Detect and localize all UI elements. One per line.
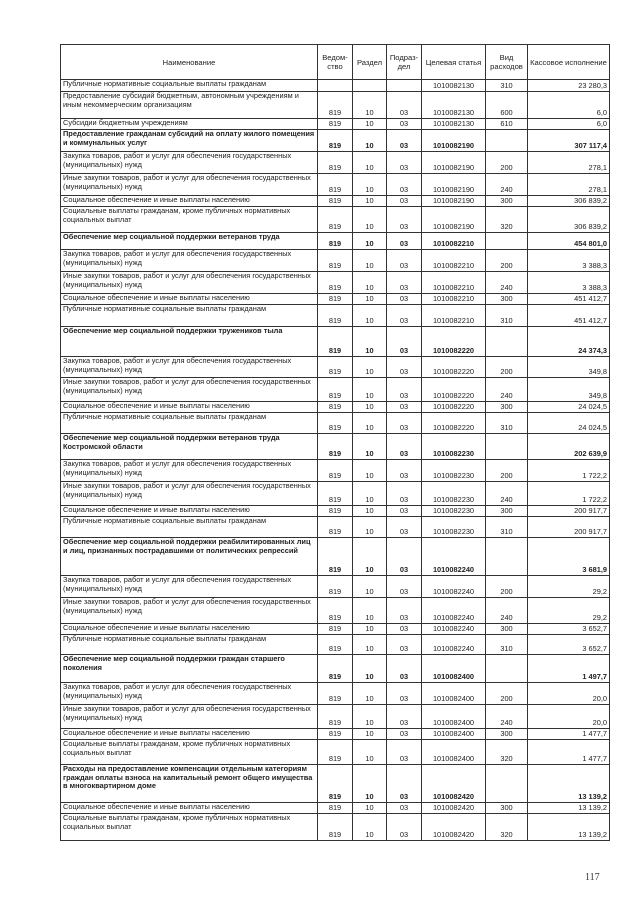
cell-sum: 13 139,2 — [528, 814, 610, 841]
cell-name: Закупка товаров, работ и услуг для обеспечения государственных (муниципальных) нужд — [61, 576, 318, 598]
cell-podrazdel: 03 — [387, 814, 422, 841]
cell-sum: 202 639,9 — [528, 434, 610, 460]
cell-sum: 200 917,7 — [528, 517, 610, 538]
cell-podrazdel: 03 — [387, 305, 422, 327]
cell-podrazdel: 03 — [387, 327, 422, 357]
cell-name: Иные закупки товаров, работ и услуг для обеспечения государственных (муниципальных) нужд — [61, 598, 318, 624]
cell-cs: 1010082420 — [422, 814, 486, 841]
table-row — [61, 92, 610, 119]
cell-podrazdel: 03 — [387, 434, 422, 460]
budget-table — [60, 44, 610, 841]
header-ved: Ведом-ство — [318, 45, 353, 80]
table-row — [61, 635, 610, 655]
table-row — [61, 482, 610, 506]
cell-vr: 300 — [486, 294, 528, 305]
table-row — [61, 598, 610, 624]
cell-razdel: 10 — [353, 517, 387, 538]
cell-sum: 3 652,7 — [528, 635, 610, 655]
cell-ved: 819 — [318, 327, 353, 357]
cell-vr: 240 — [486, 598, 528, 624]
cell-ved: 819 — [318, 624, 353, 635]
cell-name: Расходы на предоставление компенсации отдельным категориям граждан оплаты взноса на капитальный ремонт общего имущества в многоквартирном доме — [61, 765, 318, 803]
cell-cs: 1010082420 — [422, 765, 486, 803]
cell-podrazdel: 03 — [387, 598, 422, 624]
cell-razdel: 10 — [353, 413, 387, 434]
cell-podrazdel: 03 — [387, 517, 422, 538]
cell-cs: 1010082230 — [422, 517, 486, 538]
table-row — [61, 80, 610, 92]
cell-name: Иные закупки товаров, работ и услуг для обеспечения государственных (муниципальных) нужд — [61, 378, 318, 402]
cell-razdel: 10 — [353, 207, 387, 233]
cell-cs: 1010082400 — [422, 655, 486, 683]
cell-name: Публичные нормативные социальные выплаты гражданам — [61, 413, 318, 434]
cell-ved: 819 — [318, 250, 353, 272]
cell-razdel: 10 — [353, 803, 387, 814]
cell-podrazdel: 03 — [387, 130, 422, 152]
cell-sum: 20,0 — [528, 683, 610, 705]
cell-podrazdel: 03 — [387, 294, 422, 305]
table-row — [61, 305, 610, 327]
cell-sum: 451 412,7 — [528, 305, 610, 327]
cell-ved: 819 — [318, 233, 353, 250]
cell-ved: 819 — [318, 402, 353, 413]
table-row — [61, 327, 610, 357]
cell-ved: 819 — [318, 729, 353, 740]
table-row — [61, 130, 610, 152]
table-row — [61, 402, 610, 413]
cell-razdel: 10 — [353, 729, 387, 740]
cell-sum: 1 477,7 — [528, 729, 610, 740]
cell-ved: 819 — [318, 357, 353, 378]
cell-razdel: 10 — [353, 576, 387, 598]
cell-podrazdel: 03 — [387, 207, 422, 233]
cell-name: Публичные нормативные социальные выплаты гражданам — [61, 635, 318, 655]
cell-name: Иные закупки товаров, работ и услуг для обеспечения государственных (муниципальных) нужд — [61, 705, 318, 729]
cell-vr: 240 — [486, 378, 528, 402]
cell-ved: 819 — [318, 517, 353, 538]
table-header — [61, 45, 610, 80]
cell-ved: 819 — [318, 814, 353, 841]
cell-cs: 1010082190 — [422, 152, 486, 174]
cell-cs: 1010082190 — [422, 207, 486, 233]
cell-ved: 819 — [318, 152, 353, 174]
cell-cs: 1010082210 — [422, 233, 486, 250]
cell-name: Социальное обеспечение и иные выплаты населению — [61, 506, 318, 517]
cell-name: Социальное обеспечение и иные выплаты населению — [61, 729, 318, 740]
header-name: Наименование — [61, 45, 318, 80]
table-row — [61, 624, 610, 635]
cell-cs: 1010082240 — [422, 624, 486, 635]
table-row — [61, 814, 610, 841]
cell-razdel: 10 — [353, 196, 387, 207]
table-row — [61, 378, 610, 402]
cell-podrazdel: 03 — [387, 152, 422, 174]
cell-ved: 819 — [318, 740, 353, 765]
cell-ved: 819 — [318, 196, 353, 207]
cell-sum: 3 652,7 — [528, 624, 610, 635]
cell-sum: 349,8 — [528, 378, 610, 402]
cell-podrazdel: 03 — [387, 196, 422, 207]
cell-vr — [486, 655, 528, 683]
cell-name: Обеспечение мер социальной поддержки ветеранов труда — [61, 233, 318, 250]
cell-vr: 240 — [486, 174, 528, 196]
cell-name: Публичные нормативные социальные выплаты гражданам — [61, 305, 318, 327]
cell-razdel: 10 — [353, 119, 387, 130]
cell-razdel: 10 — [353, 434, 387, 460]
cell-podrazdel: 03 — [387, 357, 422, 378]
table-row — [61, 272, 610, 294]
cell-razdel: 10 — [353, 814, 387, 841]
cell-name: Предоставление субсидий бюджетным, автономным учреждениям и иным некоммерческим организациям — [61, 92, 318, 119]
cell-name: Социальное обеспечение и иные выплаты населению — [61, 402, 318, 413]
table-row — [61, 294, 610, 305]
cell-vr: 200 — [486, 250, 528, 272]
cell-razdel: 10 — [353, 538, 387, 576]
cell-ved: 819 — [318, 538, 353, 576]
cell-razdel: 10 — [353, 683, 387, 705]
cell-podrazdel: 03 — [387, 683, 422, 705]
cell-cs: 1010082130 — [422, 92, 486, 119]
cell-razdel: 10 — [353, 250, 387, 272]
cell-sum: 306 839,2 — [528, 207, 610, 233]
cell-razdel: 10 — [353, 460, 387, 482]
cell-cs: 1010082230 — [422, 434, 486, 460]
cell-sum: 24 374,3 — [528, 327, 610, 357]
cell-vr: 300 — [486, 506, 528, 517]
cell-vr: 310 — [486, 413, 528, 434]
cell-vr: 320 — [486, 207, 528, 233]
cell-ved: 819 — [318, 207, 353, 233]
cell-name: Иные закупки товаров, работ и услуг для обеспечения государственных (муниципальных) нужд — [61, 272, 318, 294]
cell-podrazdel: 03 — [387, 272, 422, 294]
table-row — [61, 250, 610, 272]
cell-sum: 454 801,0 — [528, 233, 610, 250]
cell-razdel: 10 — [353, 130, 387, 152]
cell-sum: 306 839,2 — [528, 196, 610, 207]
cell-cs: 1010082190 — [422, 130, 486, 152]
cell-ved: 819 — [318, 683, 353, 705]
cell-name: Обеспечение мер социальной поддержки тружеников тыла — [61, 327, 318, 357]
cell-ved: 819 — [318, 482, 353, 506]
cell-razdel: 10 — [353, 233, 387, 250]
cell-name: Социальное обеспечение и иные выплаты населению — [61, 294, 318, 305]
table-row — [61, 683, 610, 705]
cell-name: Социальное обеспечение и иные выплаты населению — [61, 803, 318, 814]
cell-name: Закупка товаров, работ и услуг для обеспечения государственных (муниципальных) нужд — [61, 152, 318, 174]
cell-name: Обеспечение мер социальной поддержки ветеранов труда Костромской области — [61, 434, 318, 460]
cell-cs: 1010082240 — [422, 635, 486, 655]
cell-podrazdel: 03 — [387, 174, 422, 196]
header-ispolnenie: Кассовое исполнение — [528, 45, 610, 80]
cell-ved: 819 — [318, 705, 353, 729]
cell-ved: 819 — [318, 576, 353, 598]
cell-name: Обеспечение мер социальной поддержки граждан старшего поколения — [61, 655, 318, 683]
cell-cs: 1010082210 — [422, 272, 486, 294]
cell-name: Социальное обеспечение и иные выплаты населению — [61, 624, 318, 635]
cell-ved: 819 — [318, 378, 353, 402]
cell-podrazdel: 03 — [387, 506, 422, 517]
cell-sum: 278,1 — [528, 152, 610, 174]
cell-sum: 6,0 — [528, 119, 610, 130]
table-row — [61, 729, 610, 740]
cell-razdel: 10 — [353, 624, 387, 635]
table-row — [61, 506, 610, 517]
cell-vr: 240 — [486, 272, 528, 294]
cell-sum: 13 139,2 — [528, 765, 610, 803]
table-body — [61, 80, 610, 841]
cell-name: Социальные выплаты гражданам, кроме публичных нормативных социальных выплат — [61, 740, 318, 765]
cell-ved: 819 — [318, 174, 353, 196]
table-row — [61, 233, 610, 250]
cell-razdel: 10 — [353, 152, 387, 174]
cell-cs: 1010082220 — [422, 378, 486, 402]
table-row — [61, 460, 610, 482]
cell-cs: 1010082220 — [422, 413, 486, 434]
cell-vr: 300 — [486, 624, 528, 635]
cell-razdel: 10 — [353, 92, 387, 119]
cell-ved: 819 — [318, 598, 353, 624]
cell-razdel: 10 — [353, 482, 387, 506]
table-row — [61, 517, 610, 538]
header-podrazdel: Подраз-дел — [387, 45, 422, 80]
table-row — [61, 538, 610, 576]
cell-razdel: 10 — [353, 635, 387, 655]
cell-sum: 3 681,9 — [528, 538, 610, 576]
cell-cs: 1010082230 — [422, 460, 486, 482]
cell-sum: 1 477,7 — [528, 740, 610, 765]
cell-ved: 819 — [318, 635, 353, 655]
cell-razdel: 10 — [353, 705, 387, 729]
cell-podrazdel: 03 — [387, 576, 422, 598]
cell-cs: 1010082230 — [422, 506, 486, 517]
table-row — [61, 413, 610, 434]
cell-podrazdel: 03 — [387, 635, 422, 655]
cell-cs: 1010082220 — [422, 402, 486, 413]
cell-razdel: 10 — [353, 655, 387, 683]
cell-ved: 819 — [318, 413, 353, 434]
cell-sum: 29,2 — [528, 598, 610, 624]
cell-podrazdel: 03 — [387, 655, 422, 683]
cell-name: Социальные выплаты гражданам, кроме публичных нормативных социальных выплат — [61, 814, 318, 841]
cell-ved: 819 — [318, 130, 353, 152]
cell-ved: 819 — [318, 305, 353, 327]
cell-sum: 23 280,3 — [528, 80, 610, 92]
cell-cs: 1010082190 — [422, 174, 486, 196]
cell-podrazdel: 03 — [387, 378, 422, 402]
cell-podrazdel: 03 — [387, 740, 422, 765]
cell-ved: 819 — [318, 765, 353, 803]
cell-vr: 200 — [486, 460, 528, 482]
cell-podrazdel: 03 — [387, 705, 422, 729]
cell-sum: 20,0 — [528, 705, 610, 729]
cell-sum: 24 024,5 — [528, 413, 610, 434]
cell-razdel: 10 — [353, 357, 387, 378]
table-row — [61, 803, 610, 814]
cell-razdel: 10 — [353, 327, 387, 357]
cell-vr: 600 — [486, 92, 528, 119]
cell-ved: 819 — [318, 506, 353, 517]
cell-sum: 1 722,2 — [528, 460, 610, 482]
cell-sum: 3 388,3 — [528, 250, 610, 272]
cell-podrazdel: 03 — [387, 538, 422, 576]
cell-razdel: 10 — [353, 294, 387, 305]
cell-cs: 1010082210 — [422, 294, 486, 305]
cell-vr: 200 — [486, 683, 528, 705]
cell-razdel: 10 — [353, 305, 387, 327]
cell-name: Иные закупки товаров, работ и услуг для обеспечения государственных (муниципальных) нужд — [61, 174, 318, 196]
cell-vr: 240 — [486, 482, 528, 506]
cell-vr: 310 — [486, 517, 528, 538]
cell-razdel: 10 — [353, 402, 387, 413]
cell-vr: 310 — [486, 635, 528, 655]
cell-cs: 1010082210 — [422, 305, 486, 327]
cell-vr — [486, 538, 528, 576]
cell-cs: 1010082240 — [422, 576, 486, 598]
cell-sum: 200 917,7 — [528, 506, 610, 517]
cell-ved: 819 — [318, 803, 353, 814]
cell-name: Социальное обеспечение и иные выплаты населению — [61, 196, 318, 207]
cell-podrazdel: 03 — [387, 803, 422, 814]
cell-cs: 1010082420 — [422, 803, 486, 814]
cell-cs: 1010082130 — [422, 119, 486, 130]
cell-sum: 1 497,7 — [528, 655, 610, 683]
table-row — [61, 434, 610, 460]
cell-cs: 1010082400 — [422, 729, 486, 740]
cell-razdel: 10 — [353, 740, 387, 765]
cell-podrazdel: 03 — [387, 413, 422, 434]
cell-podrazdel: 03 — [387, 460, 422, 482]
cell-sum: 278,1 — [528, 174, 610, 196]
cell-podrazdel: 03 — [387, 92, 422, 119]
cell-cs: 1010082130 — [422, 80, 486, 92]
table-row — [61, 207, 610, 233]
cell-vr: 320 — [486, 740, 528, 765]
cell-vr: 610 — [486, 119, 528, 130]
header-vr: Вид расходов — [486, 45, 528, 80]
cell-razdel — [353, 80, 387, 92]
cell-cs: 1010082400 — [422, 705, 486, 729]
cell-razdel: 10 — [353, 506, 387, 517]
cell-sum: 24 024,5 — [528, 402, 610, 413]
cell-vr: 310 — [486, 80, 528, 92]
cell-vr: 320 — [486, 814, 528, 841]
header-cs: Целевая статья — [422, 45, 486, 80]
cell-podrazdel: 03 — [387, 402, 422, 413]
cell-name: Закупка товаров, работ и услуг для обеспечения государственных (муниципальных) нужд — [61, 357, 318, 378]
cell-ved: 819 — [318, 119, 353, 130]
cell-name: Закупка товаров, работ и услуг для обеспечения государственных (муниципальных) нужд — [61, 683, 318, 705]
cell-sum: 29,2 — [528, 576, 610, 598]
table-row — [61, 174, 610, 196]
cell-sum: 6,0 — [528, 92, 610, 119]
cell-vr: 200 — [486, 576, 528, 598]
cell-vr: 300 — [486, 803, 528, 814]
cell-cs: 1010082230 — [422, 482, 486, 506]
cell-name: Закупка товаров, работ и услуг для обеспечения государственных (муниципальных) нужд — [61, 250, 318, 272]
cell-vr — [486, 130, 528, 152]
cell-cs: 1010082400 — [422, 740, 486, 765]
cell-vr: 240 — [486, 705, 528, 729]
cell-sum: 307 117,4 — [528, 130, 610, 152]
cell-razdel: 10 — [353, 765, 387, 803]
cell-vr: 300 — [486, 402, 528, 413]
cell-sum: 13 139,2 — [528, 803, 610, 814]
page-number: 117 — [585, 872, 600, 883]
table-row — [61, 705, 610, 729]
cell-ved: 819 — [318, 460, 353, 482]
cell-ved: 819 — [318, 294, 353, 305]
cell-vr: 300 — [486, 196, 528, 207]
cell-podrazdel — [387, 80, 422, 92]
cell-ved: 819 — [318, 92, 353, 119]
table-row — [61, 655, 610, 683]
cell-podrazdel: 03 — [387, 119, 422, 130]
cell-name: Иные закупки товаров, работ и услуг для обеспечения государственных (муниципальных) нужд — [61, 482, 318, 506]
cell-ved: 819 — [318, 434, 353, 460]
cell-name: Закупка товаров, работ и услуг для обеспечения государственных (муниципальных) нужд — [61, 460, 318, 482]
cell-ved: 819 — [318, 272, 353, 294]
header-razdel: Раздел — [353, 45, 387, 80]
cell-name: Субсидии бюджетным учреждениям — [61, 119, 318, 130]
cell-podrazdel: 03 — [387, 250, 422, 272]
cell-cs: 1010082190 — [422, 196, 486, 207]
cell-podrazdel: 03 — [387, 482, 422, 506]
cell-name: Публичные нормативные социальные выплаты гражданам — [61, 80, 318, 92]
cell-razdel: 10 — [353, 378, 387, 402]
table-row — [61, 765, 610, 803]
cell-ved: 819 — [318, 655, 353, 683]
table-row — [61, 152, 610, 174]
cell-name: Обеспечение мер социальной поддержки реабилитированных лиц и лиц, признанных пострадавшими от политических репрессий — [61, 538, 318, 576]
table-row — [61, 357, 610, 378]
cell-podrazdel: 03 — [387, 624, 422, 635]
cell-name: Публичные нормативные социальные выплаты гражданам — [61, 517, 318, 538]
cell-vr: 200 — [486, 357, 528, 378]
cell-vr — [486, 765, 528, 803]
cell-name: Предоставление гражданам субсидий на оплату жилого помещения и коммунальных услуг — [61, 130, 318, 152]
cell-razdel: 10 — [353, 598, 387, 624]
cell-cs: 1010082240 — [422, 598, 486, 624]
cell-sum: 349,8 — [528, 357, 610, 378]
cell-sum: 451 412,7 — [528, 294, 610, 305]
cell-vr — [486, 327, 528, 357]
cell-ved — [318, 80, 353, 92]
cell-cs: 1010082240 — [422, 538, 486, 576]
cell-vr — [486, 233, 528, 250]
table-row — [61, 740, 610, 765]
table-row — [61, 196, 610, 207]
table-row — [61, 576, 610, 598]
cell-cs: 1010082220 — [422, 327, 486, 357]
cell-podrazdel: 03 — [387, 765, 422, 803]
cell-vr: 300 — [486, 729, 528, 740]
cell-cs: 1010082400 — [422, 683, 486, 705]
cell-podrazdel: 03 — [387, 729, 422, 740]
cell-sum: 1 722,2 — [528, 482, 610, 506]
cell-name: Социальные выплаты гражданам, кроме публичных нормативных социальных выплат — [61, 207, 318, 233]
cell-vr: 310 — [486, 305, 528, 327]
table-row — [61, 119, 610, 130]
cell-cs: 1010082220 — [422, 357, 486, 378]
cell-razdel: 10 — [353, 174, 387, 196]
cell-sum: 3 388,3 — [528, 272, 610, 294]
cell-razdel: 10 — [353, 272, 387, 294]
cell-cs: 1010082210 — [422, 250, 486, 272]
cell-vr — [486, 434, 528, 460]
cell-vr: 200 — [486, 152, 528, 174]
cell-podrazdel: 03 — [387, 233, 422, 250]
